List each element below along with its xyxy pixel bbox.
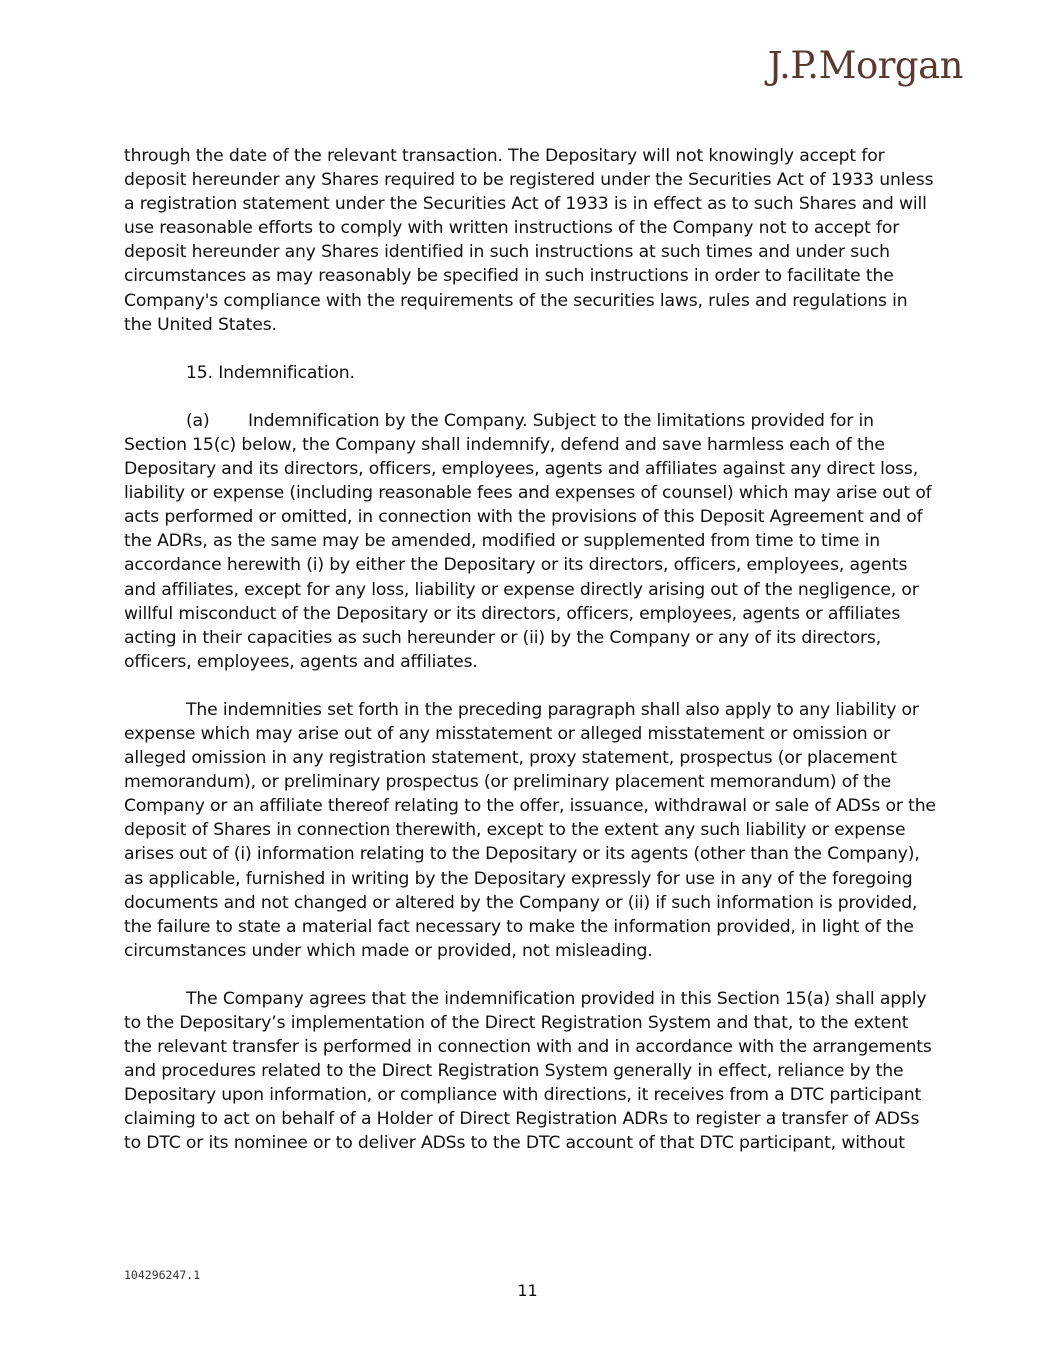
paragraph-gap (124, 337, 936, 361)
subsection-label: (a) (186, 410, 210, 431)
subsection-a-indemnification-by-company (124, 409, 936, 674)
section-heading-indemnification: 15. Indemnification. (186, 362, 355, 383)
paragraph-gap (124, 963, 936, 987)
subsection-text: Indemnification by the Company. Subject to the limitations provided for in Section 15(c) below, the Company shall indemnify, defend and save harmless each of the Depositary and its directors, officers, employees, agents and affiliates against any direct loss, liability or expense (including reasonable fees and expenses of counsel) which may arise out of acts performed or omitted, in connection with the provisions of this Deposit Agreement and of the ADRs, as the same may be amended, modified or supplemented from time to time in accordance herewith (i) by either the Depositary or its directors, officers, employees, agents and affiliates, except for any loss, liability or expense directly arising out of the negligence, or willful misconduct of the Depositary or its directors, officers, employees, agents or affiliates acting in their capacities as such hereunder or (ii) by the Company or any of its directors, officers, employees, agents and affiliates. (124, 410, 932, 672)
paragraph-gap (124, 385, 936, 409)
paragraph-gap (124, 674, 936, 698)
jpmorgan-logo: J.P.Morgan (767, 44, 963, 87)
paragraph-indemnities-scope: The indemnities set forth in the preceding paragraph shall also apply to any liability or expense which may arise out of any misstatement or alleged misstatement or omission or alleged omission in any registration statement, proxy statement, prospectus (or placement memorandum), or preliminary prospectus (or preliminary placement memorandum) of the Company or an affiliate thereof relating to the offer, issuance, withdrawal or sale of ADSs or the deposit of Shares in connection therewith, except to the extent any such liability or expense arises out of (i) information relating to the Depositary or its agents (other than the Company), as applicable, furnished in writing by the Depositary expressly for use in any of the foregoing documents and not changed or altered by the Company or (ii) if such information is provided, the failure to state a material fact necessary to make the information provided, in light of the circumstances under which made or provided, not misleading. (124, 699, 936, 961)
document-id: 104296247.1 (124, 1268, 201, 1282)
paragraph-deposit-restrictions: through the date of the relevant transaction. The Depositary will not knowingly accept for deposit hereunder any Shares required to be registered under the Securities Act of 1933 unless a registration statement under the Securities Act of 1933 is in effect as to such Shares and will use reasonable efforts to comply with written instructions of the Company not to accept for deposit hereunder any Shares identified in such instructions at such times and under such circumstances as may reasonably be specified in such instructions in order to facilitate the Company's compliance with the requirements of the securities laws, rules and regulations in the United States. (124, 146, 934, 335)
page-number: 11 (517, 1281, 538, 1300)
document-body (124, 144, 936, 1156)
paragraph-direct-registration: The Company agrees that the indemnification provided in this Section 15(a) shall apply to the Depositary’s implementation of the Direct Registration System and that, to the extent the relevant transfer is performed in connection with and in accordance with the arrangements and procedures related to the Direct Registration System generally in effect, reliance by the Depositary upon information, or compliance with directions, it receives from a DTC participant claiming to act on behalf of a Holder of Direct Registration ADRs to register a transfer of ADSs to DTC or its nominee or to deliver ADSs to the DTC account of that DTC participant, without (124, 988, 932, 1154)
